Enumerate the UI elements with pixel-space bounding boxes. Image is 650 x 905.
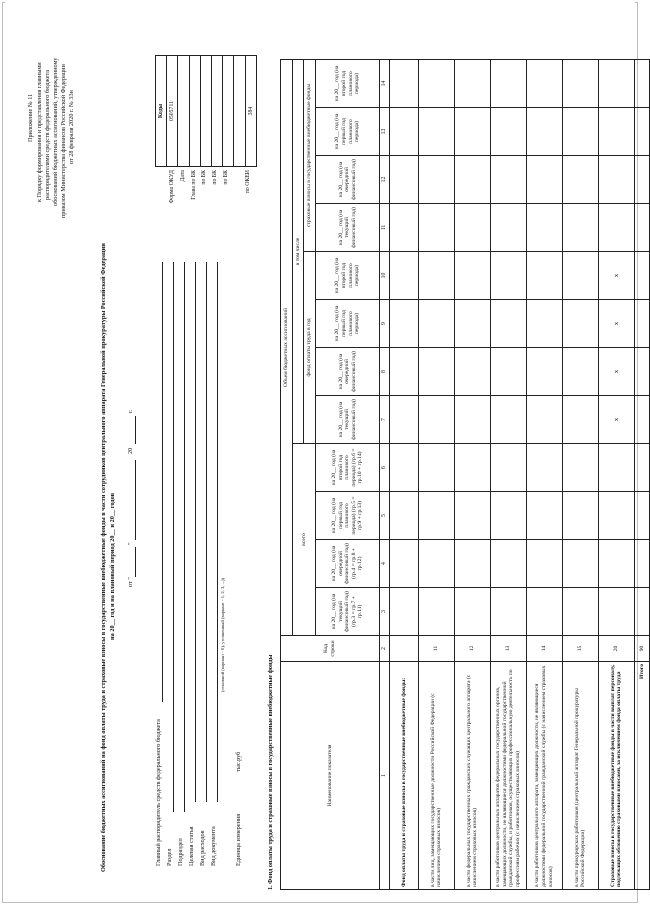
value-cell (526, 156, 562, 204)
value-cell (526, 588, 562, 636)
code-value (223, 56, 234, 167)
value-cell (454, 492, 490, 540)
group-header-fot: фонд оплаты труда в год (304, 252, 316, 444)
group-header-total: всего (293, 444, 316, 636)
value-cell (389, 588, 418, 636)
value-cell (634, 540, 649, 588)
value-cell (418, 396, 454, 444)
table-row (454, 60, 490, 890)
row-code: 20 (598, 636, 634, 662)
field-label: Раздел (166, 848, 173, 866)
value-cell (562, 348, 598, 396)
year-header: на 20__ год (на первый год планового периода) (316, 108, 380, 156)
value-cell (634, 348, 649, 396)
value-cell (454, 540, 490, 588)
col-number: 2 (380, 636, 390, 662)
value-cell (562, 444, 598, 492)
field-label: Главный распорядитель средств федерального бюджета (155, 719, 162, 866)
value-cell (562, 540, 598, 588)
code-value (211, 56, 222, 167)
value-cell (634, 252, 649, 300)
value-cell (490, 252, 526, 300)
value-cell: x (598, 300, 634, 348)
value-cell (418, 156, 454, 204)
table-row (634, 60, 649, 890)
year-header: на 20__ год (на первый год планового периода) (гр.5 = гр.9 + гр.13) (316, 492, 380, 540)
value-cell (389, 348, 418, 396)
value-cell (526, 204, 562, 252)
col-number: 12 (380, 156, 390, 204)
date-month-line (135, 460, 136, 540)
value-cell (562, 108, 598, 156)
value-cell: x (598, 348, 634, 396)
value-cell (389, 492, 418, 540)
date-prefix: от " (127, 577, 134, 587)
order-line: от 28 февраля 2020 г. № 33н (68, 90, 75, 164)
value-cell (389, 540, 418, 588)
value-cell (490, 108, 526, 156)
row-name: в части лиц, замещающих государственные должности Российской Федерации (с начислением страховых взносов) (418, 662, 454, 890)
value-cell (454, 300, 490, 348)
value-cell (389, 156, 418, 204)
value-cell (418, 300, 454, 348)
field-label: Подраздел (177, 838, 184, 866)
value-cell (634, 108, 649, 156)
year-header: на 20__ год (на текущий финансовый год) (316, 204, 380, 252)
col-number: 7 (380, 396, 390, 444)
value-cell (490, 588, 526, 636)
field-label: Вид документа (210, 826, 217, 866)
budget-table (280, 59, 650, 890)
field-line (195, 262, 196, 802)
value-cell (454, 108, 490, 156)
date-suffix: г. (127, 409, 134, 413)
order-line: распорядителями средств федерального бюджета (44, 70, 51, 200)
row-name: в части прокурорских работников (центральный аппарат Генеральной прокуратуры Российской Федерации) (562, 662, 598, 890)
value-cell (526, 540, 562, 588)
value-cell (454, 444, 490, 492)
value-cell (634, 588, 649, 636)
field-label: Целевая статья (188, 826, 195, 866)
order-line: к Порядку формирования и представления главными (36, 62, 43, 202)
row-name: в части работников центральных аппаратов федеральных государственных органов, замещающих должности, не являющиеся должностями федеральной государственной гражданской службы, и работников, осуществляющих профессиональную деятельность по профессиям рабочих (с начислением страховых взносов) (490, 662, 526, 890)
value-cell (454, 204, 490, 252)
table-row (389, 60, 418, 890)
code-label: по ОКЕИ (244, 170, 251, 194)
value-cell (454, 156, 490, 204)
codes-table (155, 55, 257, 167)
value-cell (634, 204, 649, 252)
value-cell: x (598, 252, 634, 300)
table-row (562, 60, 598, 890)
row-name: в части работников центрального аппарата, замещающих должности, не являющиеся должностями федеральной государственной гражданской службы (с начислением страховых взносов) (526, 662, 562, 890)
value-cell (598, 108, 634, 156)
year-header: на 20__ год (на второй год планового периода) (316, 252, 380, 300)
year-header: на 20__ год (на текущий финансовый год) (гр.3 = гр.7 + гр.11) (316, 588, 380, 636)
group-header-insurance: страховые взносы в государственные внебюджетные фонды (304, 60, 316, 252)
value-cell (598, 492, 634, 540)
date-year-line (135, 416, 136, 444)
table-body (389, 60, 649, 890)
value-cell (418, 348, 454, 396)
table-row (490, 60, 526, 890)
code-label: по БК (212, 170, 219, 185)
row-code: 14 (526, 636, 562, 662)
code-label: Дата (179, 170, 186, 182)
code-label: по БК (222, 170, 229, 185)
code-label: по БК (201, 170, 208, 185)
value-cell (526, 300, 562, 348)
year-header: на 20__ год (на очередной финансовый год) (гр.4 = гр.8 + гр.12) (316, 540, 380, 588)
date-year: 20 (127, 447, 134, 454)
value-cell (418, 588, 454, 636)
field-line (173, 262, 174, 812)
year-header: на 20__ год (на очередной финансовый год) (316, 348, 380, 396)
value-cell (526, 396, 562, 444)
value-cell (526, 60, 562, 108)
col-number: 6 (380, 444, 390, 492)
value-cell (634, 300, 649, 348)
value-cell (598, 588, 634, 636)
row-name: Страховые взносы в государственные внебюджетные фонды в части выплат персоналу, подлежащих обложению страховыми взносами, за исключением фонда оплаты труда (598, 662, 634, 890)
value-cell (634, 492, 649, 540)
value-cell (598, 540, 634, 588)
codes-labels (167, 170, 253, 242)
value-cell (418, 60, 454, 108)
value-cell (389, 204, 418, 252)
value-cell (418, 204, 454, 252)
field-line (217, 262, 218, 802)
col-number: 9 (380, 300, 390, 348)
code-value (234, 56, 245, 167)
value-cell (634, 396, 649, 444)
col-header-code: Код строки (281, 636, 380, 662)
row-name: в части федеральных государственных гражданских служащих центрального аппарата (с начислением страховых взносов) (454, 662, 490, 890)
field-line (206, 262, 207, 802)
value-cell (418, 492, 454, 540)
value-cell (490, 540, 526, 588)
row-code: 13 (490, 636, 526, 662)
value-cell (490, 156, 526, 204)
field-line (184, 262, 185, 812)
value-cell (418, 540, 454, 588)
value-cell (562, 396, 598, 444)
value-cell (634, 444, 649, 492)
value-cell (490, 444, 526, 492)
col-number: 3 (380, 588, 390, 636)
value-cell (418, 108, 454, 156)
year-header: на 20__ год (на второй год планового периода) (гр.6 = гр.10 + гр.14) (316, 444, 380, 492)
doc-type-hint: (основной (вариант - 0), уточненный (вариант - 1, 2, 3, ...)) (220, 577, 225, 692)
value-cell (490, 348, 526, 396)
table-row (418, 60, 454, 890)
code-label: Форма ОКУД (169, 170, 175, 204)
value-cell (526, 348, 562, 396)
code-label (232, 170, 243, 242)
value-cell (490, 204, 526, 252)
year-header: на 20__ год (на первый год планового периода) (316, 300, 380, 348)
year-header: на 20__ год (на второй год планового периода) (316, 60, 380, 108)
value-cell (418, 252, 454, 300)
value-cell (490, 492, 526, 540)
value-cell (526, 108, 562, 156)
value-cell (634, 60, 649, 108)
row-code: 90 (634, 636, 649, 662)
code-value (200, 56, 211, 167)
code-label: Глава по БК (190, 170, 197, 200)
col-number: 10 (380, 252, 390, 300)
value-cell (454, 252, 490, 300)
document-page (5, 2, 645, 902)
value-cell (598, 156, 634, 204)
order-line: приказом Министерства финансов Российской Федерации (60, 64, 67, 218)
row-code: 12 (454, 636, 490, 662)
row-code (389, 636, 418, 662)
unit-value: тыс.руб (235, 751, 242, 772)
col-number: 13 (380, 108, 390, 156)
attachment-label: Приложение № 11 (27, 93, 34, 142)
col-number: 11 (380, 204, 390, 252)
value-cell (598, 444, 634, 492)
row-code: 11 (418, 636, 454, 662)
year-header: на 20__ год (на текущий финансовый год) (316, 396, 380, 444)
value-cell (562, 156, 598, 204)
section-title: 1. Фонд оплаты труда и страховые взносы в государственные внебюджетные фонды (267, 654, 274, 890)
document-title: Обоснование бюджетных ассигнований на фонд оплаты труда и страховые взносы в государственные внебюджетные фонды в части сотрудников центрального аппарата Генеральной прокуратуры Российской Федерации (100, 243, 107, 872)
value-cell (454, 588, 490, 636)
value-cell (526, 252, 562, 300)
document-title-period: на 20__ год и на плановый период 20__ и 20__ годов (109, 492, 116, 640)
code-value: 384 (245, 56, 256, 167)
value-cell (562, 204, 598, 252)
value-cell (454, 348, 490, 396)
value-cell (454, 396, 490, 444)
row-name: Фонд оплаты труда и страховые взносы в государственные внебюджетные фонды: (389, 662, 418, 890)
col-number: 4 (380, 540, 390, 588)
value-cell (562, 492, 598, 540)
codes-header: Коды (156, 56, 167, 167)
col-number: 14 (380, 60, 390, 108)
value-cell: x (598, 396, 634, 444)
value-cell (389, 60, 418, 108)
code-value (178, 56, 189, 167)
value-cell (490, 60, 526, 108)
col-number: 5 (380, 492, 390, 540)
code-value: 0505711 (167, 56, 178, 167)
value-cell (562, 252, 598, 300)
value-cell (562, 588, 598, 636)
value-cell (389, 444, 418, 492)
value-cell (598, 204, 634, 252)
table-row (598, 60, 634, 890)
value-cell (389, 108, 418, 156)
table-row (526, 60, 562, 890)
value-cell (389, 396, 418, 444)
unit-label: Единица измерения (235, 813, 242, 866)
row-name: Итого (634, 662, 649, 890)
value-cell (454, 60, 490, 108)
col-header-name: Наименование показателя (281, 662, 380, 890)
value-cell (598, 60, 634, 108)
group-header-main: Объем бюджетных ассигнований (281, 60, 293, 636)
year-header: на 20__ год (на очередной финансовый год) (316, 156, 380, 204)
value-cell (490, 396, 526, 444)
value-cell (526, 492, 562, 540)
field-line (162, 262, 163, 702)
field-label: Вид расходов (199, 830, 206, 866)
date-day-line (135, 547, 136, 577)
value-cell (389, 252, 418, 300)
value-cell (634, 156, 649, 204)
code-value (189, 56, 200, 167)
value-cell (490, 300, 526, 348)
col-number: 1 (380, 662, 390, 890)
date-quote: " (127, 542, 134, 545)
value-cell (526, 444, 562, 492)
col-number: 8 (380, 348, 390, 396)
row-code: 15 (562, 636, 598, 662)
value-cell (389, 300, 418, 348)
value-cell (562, 60, 598, 108)
order-line: обоснований бюджетных ассигнований, утвержденному (52, 57, 59, 206)
value-cell (562, 300, 598, 348)
value-cell (418, 444, 454, 492)
group-header-including: в том числе (293, 60, 304, 444)
